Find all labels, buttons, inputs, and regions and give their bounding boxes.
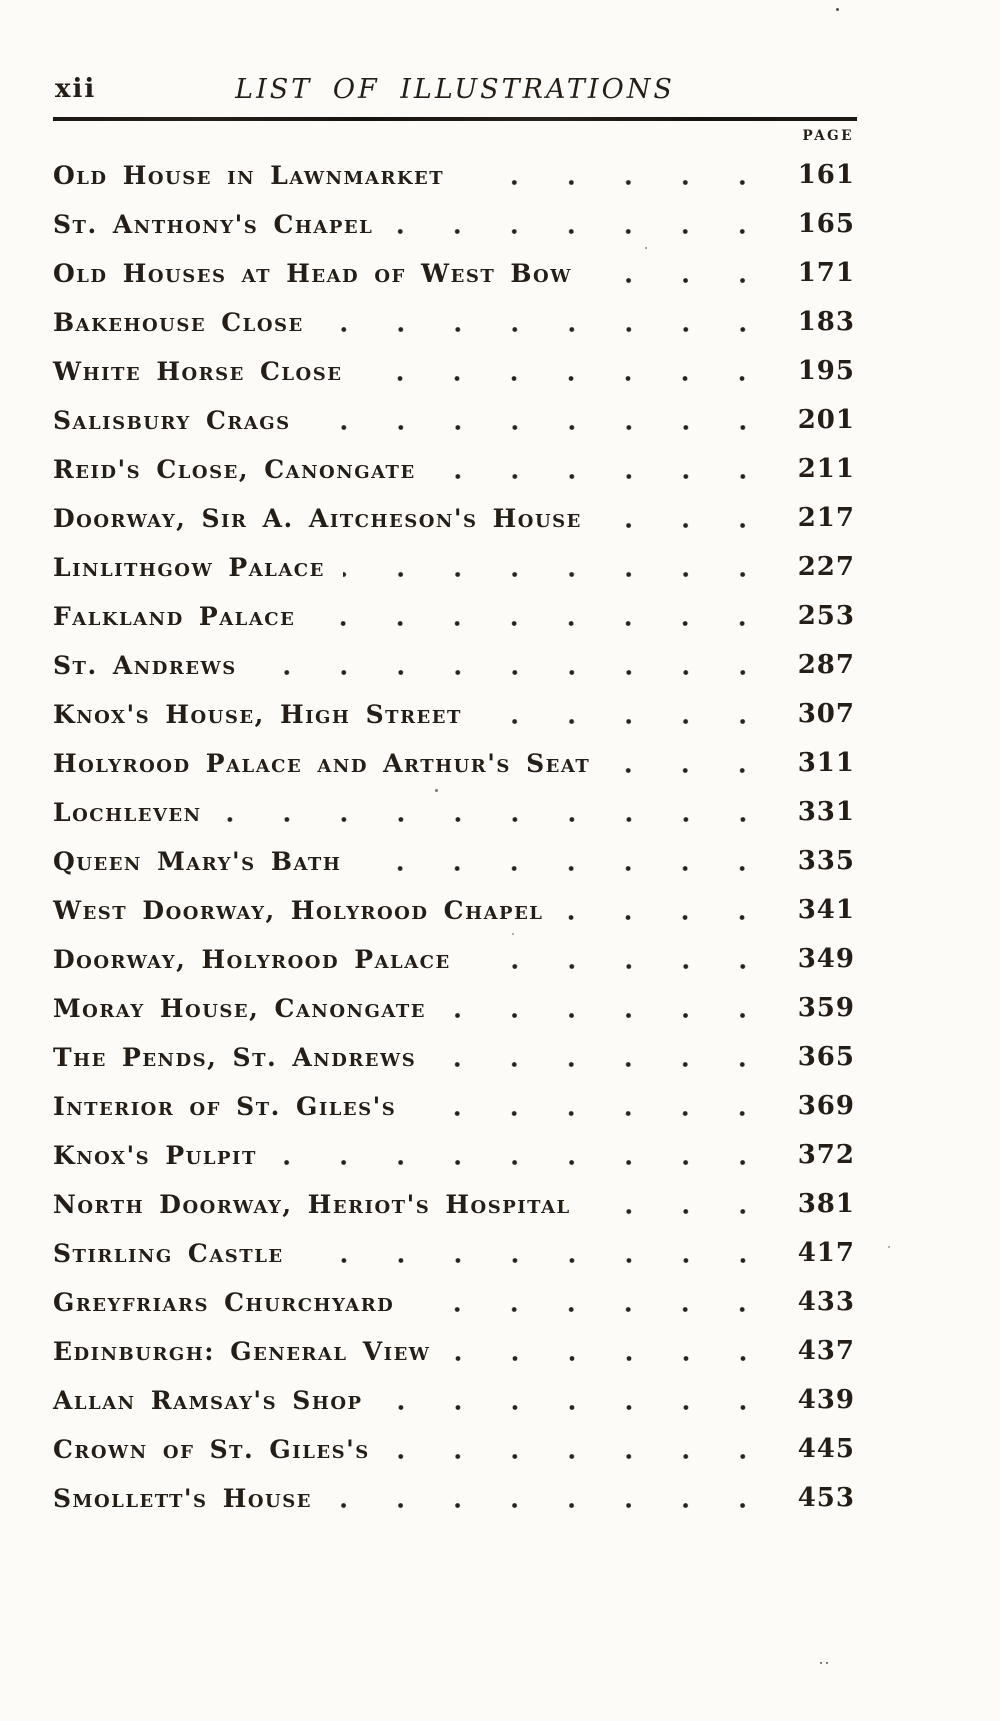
dot-leader [434,445,773,494]
dot-leader [220,788,773,837]
page-number: 372 [797,1140,855,1170]
illustration-entry [53,249,857,298]
dot-leader [600,494,773,543]
illustration-title: Old Houses at Head of West Bow [53,258,572,288]
scan-speck [826,1662,828,1664]
illustration-entry [53,543,857,592]
dot-leader [302,1229,773,1278]
illustration-entry [53,1082,857,1131]
page-number: 331 [797,797,855,827]
illustration-entry [53,1229,857,1278]
dot-leader [360,347,773,396]
scan-speck [820,1662,822,1664]
illustration-title: Knox's Pulpit [53,1140,257,1170]
illustration-title: Moray House, Canongate [53,993,426,1023]
page-number: 183 [797,307,855,337]
illustration-title: Queen Mary's Bath [53,846,342,876]
illustration-title: Smollett's House [53,1483,312,1513]
illustration-entry [53,1327,857,1376]
page-number: 311 [797,748,855,778]
illustration-title: North Doorway, Heriot's Hospital [53,1189,571,1219]
illustration-entry [53,151,857,200]
illustration-entry [53,592,857,641]
scan-speck [836,8,839,11]
dot-leader [462,151,773,200]
page-number: 253 [797,601,855,631]
dot-leader [359,837,773,886]
page-number: 381 [797,1189,855,1219]
scan-speck [888,1246,890,1248]
illustration-title: West Doorway, Holyrood Chapel [53,895,544,925]
scan-speck [435,789,438,792]
page-number: 359 [797,993,855,1023]
illustration-entry [53,396,857,445]
illustration-entry [53,347,857,396]
page-number: 287 [797,650,855,680]
illustration-entry [53,788,857,837]
page-number: 437 [797,1336,855,1366]
page-number: 227 [797,552,855,582]
illustration-title: Old House in Lawnmarket [53,160,445,190]
illustration-title: White Horse Close [53,356,343,386]
illustration-title: Reid's Close, Canongate [53,454,416,484]
page-number: 217 [797,503,855,533]
page-number: 201 [797,405,855,435]
page-number: 439 [797,1385,855,1415]
page-number: 341 [797,895,855,925]
illustration-entry [53,200,857,249]
page-column-header: PAGE [802,128,854,144]
page-number: 335 [797,846,855,876]
illustration-entry [53,298,857,347]
illustration-title: The Pends, St. Andrews [53,1042,417,1072]
dot-leader [381,1376,773,1425]
dot-leader [275,1131,773,1180]
dot-leader [561,886,773,935]
dot-leader [343,543,773,592]
illustration-entry [53,1376,857,1425]
dot-leader [449,1327,774,1376]
dot-leader [388,1425,773,1474]
illustration-entry [53,1474,857,1523]
illustration-entry [53,739,857,788]
scan-speck [512,933,514,935]
type-block [53,58,857,1523]
illustrations-list [53,151,857,1523]
dot-leader [330,1474,773,1523]
illustration-entry [53,641,857,690]
illustration-entry [53,886,857,935]
illustration-title: St. Andrews [53,650,237,680]
dot-leader [480,690,773,739]
page-number: 161 [797,160,855,190]
illustration-title: St. Anthony's Chapel [53,209,374,239]
folio-number: xii [55,74,97,104]
page-number: 307 [797,699,855,729]
illustration-title: Edinburgh: General View [53,1336,431,1366]
illustration-entry [53,1278,857,1327]
illustration-entry [53,1425,857,1474]
dot-leader [434,1033,773,1082]
illustration-title: Linlithgow Palace [53,552,325,582]
dot-leader [444,984,773,1033]
illustration-title: Holyrood Palace and Arthur's Seat [53,748,591,778]
illustration-title: Falkland Palace [53,601,296,631]
illustration-entry [53,935,857,984]
page-number: 365 [797,1042,855,1072]
dot-leader [414,1082,773,1131]
illustration-title: Doorway, Holyrood Palace [53,944,451,974]
illustration-title: Doorway, Sir A. Aitcheson's House [53,503,582,533]
page-number: 445 [797,1434,855,1464]
page-number: 417 [797,1238,855,1268]
page-number: 349 [797,944,855,974]
illustration-title: Lochleven [53,797,202,827]
illustration-entry [53,494,857,543]
illustration-entry [53,837,857,886]
running-head-title: LIST OF ILLUSTRATIONS [235,74,675,105]
dot-leader [255,641,773,690]
dot-leader [590,249,773,298]
illustration-title: Allan Ramsay's Shop [53,1385,363,1415]
illustration-title: Bakehouse Close [53,307,304,337]
header-rule [53,117,857,121]
illustration-entry [53,1180,857,1229]
page-number: 369 [797,1091,855,1121]
illustration-title: Salisbury Crags [53,405,291,435]
illustration-title: Stirling Castle [53,1238,284,1268]
illustration-title: Knox's House, High Street [53,699,462,729]
dot-leader [412,1278,773,1327]
dot-leader [391,200,773,249]
dot-leader [322,298,773,347]
dot-leader [313,592,773,641]
illustration-entry [53,984,857,1033]
illustration-entry [53,445,857,494]
page-number: 433 [797,1287,855,1317]
page-number: 195 [797,356,855,386]
page-header [53,58,857,117]
scan-speck [645,247,647,249]
illustration-title: Interior of St. Giles's [53,1091,397,1121]
page-number: 171 [797,258,855,288]
illustration-title: Crown of St. Giles's [53,1434,370,1464]
dot-leader [469,935,773,984]
illustration-entry [53,1033,857,1082]
page-number: 453 [797,1483,855,1513]
illustration-entry [53,690,857,739]
page-number: 165 [797,209,855,239]
dot-leader [589,1180,773,1229]
page-number: 211 [797,454,855,484]
dot-leader [309,396,773,445]
illustration-title: Greyfriars Churchyard [53,1287,395,1317]
dot-leader [608,739,773,788]
illustration-entry [53,1131,857,1180]
